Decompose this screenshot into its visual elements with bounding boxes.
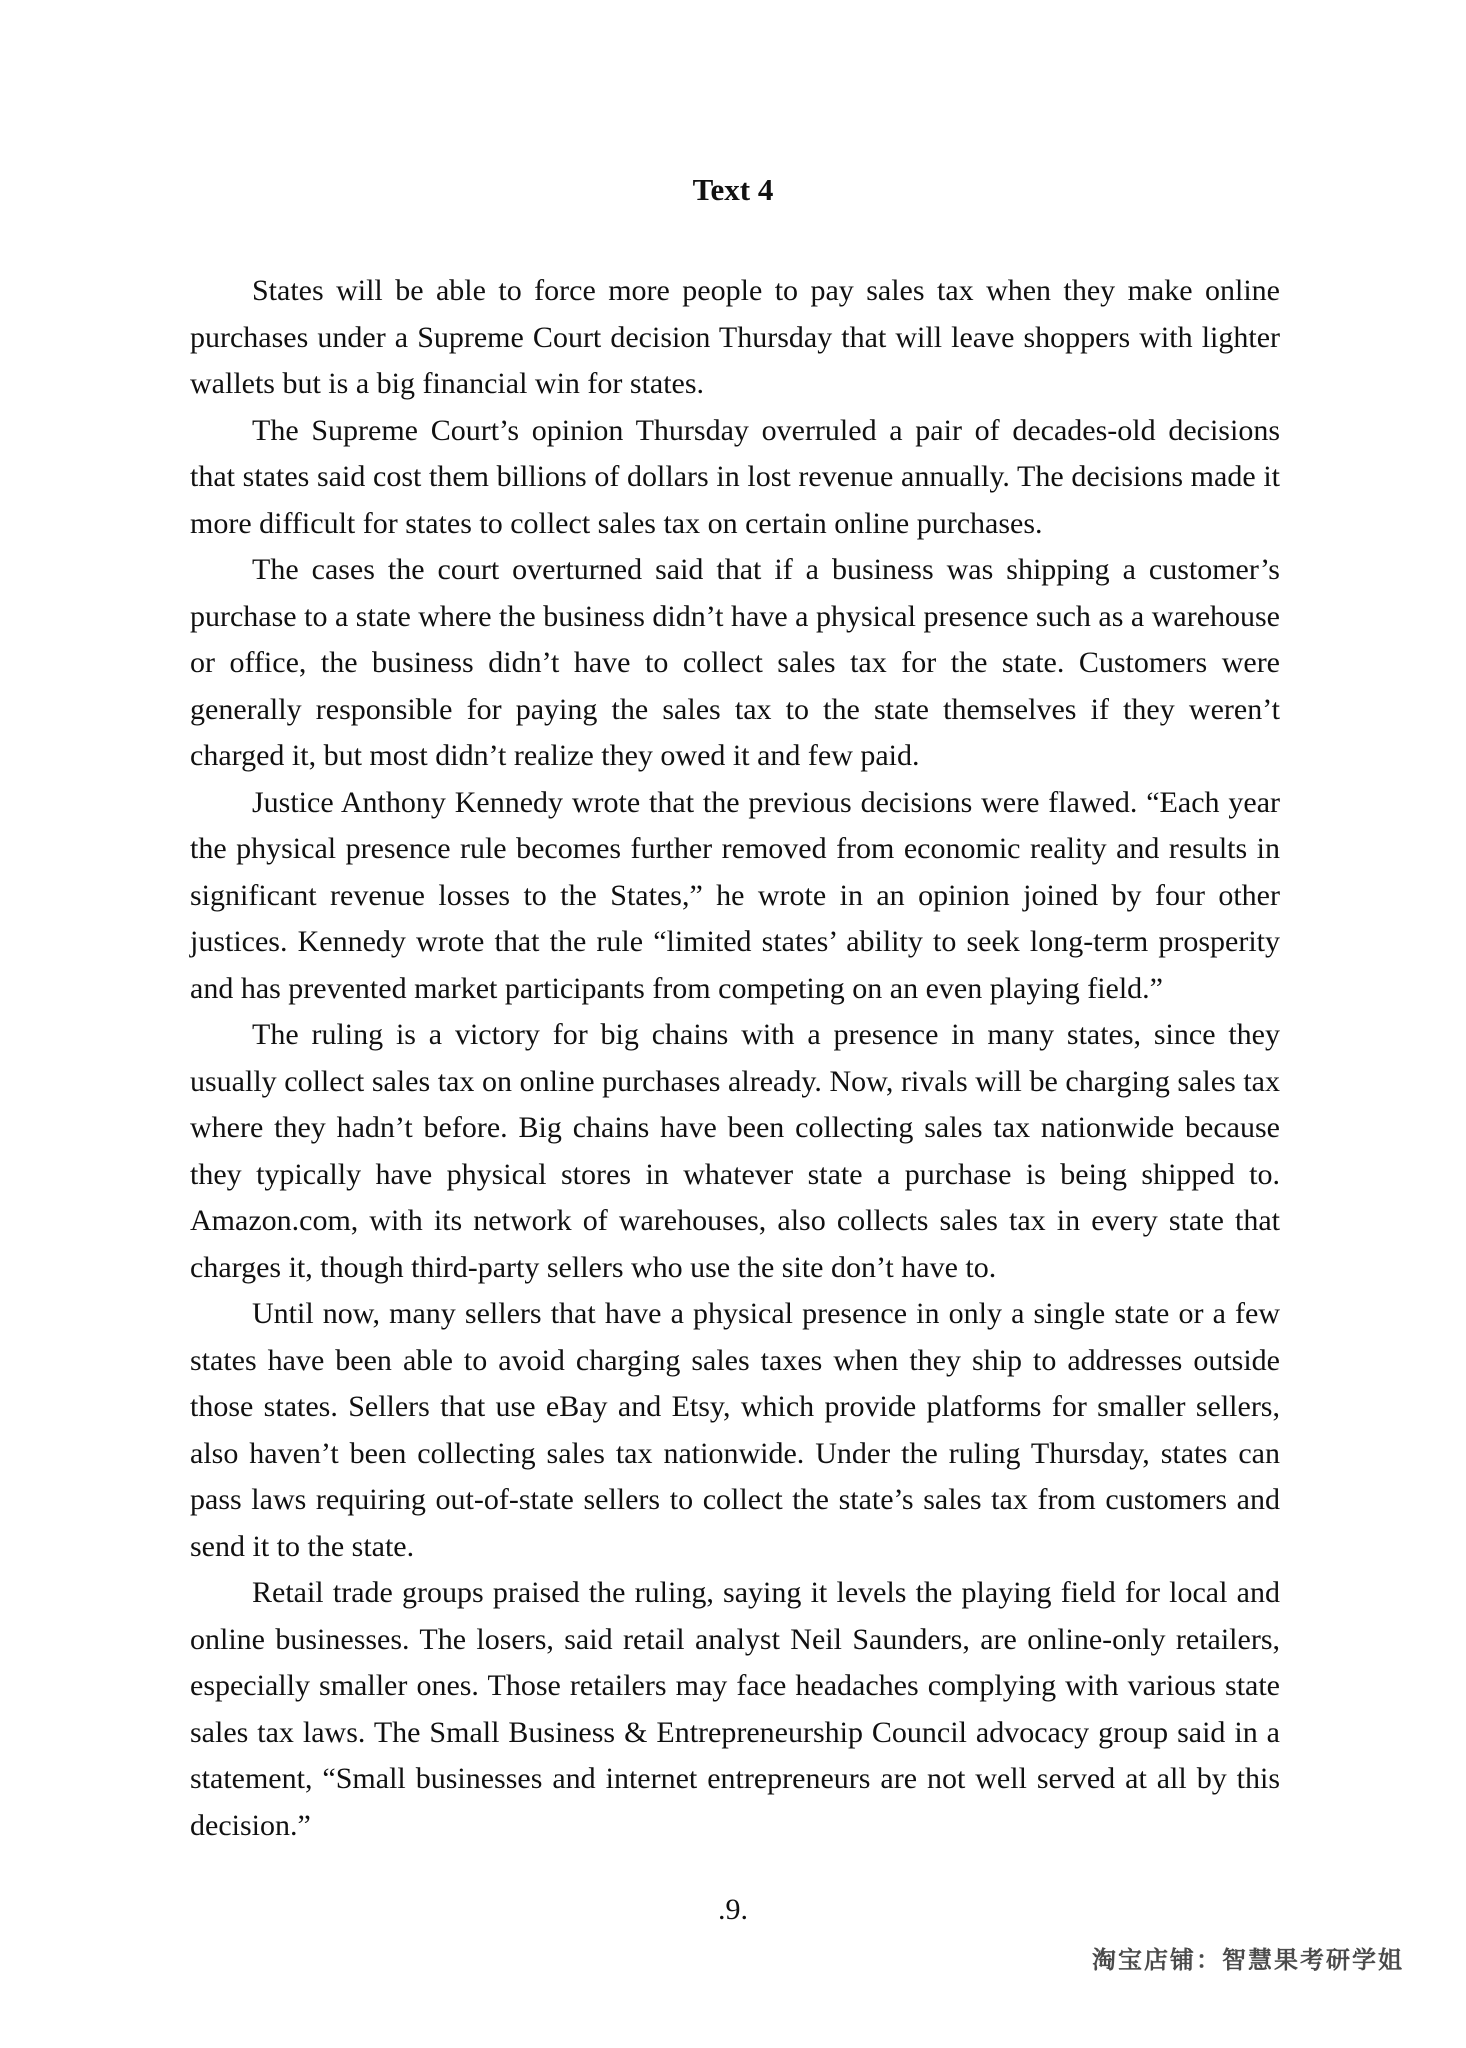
page-number: .9.: [718, 1893, 748, 1926]
paragraph-4: Justice Anthony Kennedy wrote that the previous decisions were flawed. “Each year the physical presence rule becomes further removed from economic reality and results in significant revenue losses to the States,” he wrote in an opinion joined by four other justices. Kennedy wrote that the rule “limited states’ ability to seek long-term prosperity and has prevented market participants from competing on an even playing field.”: [190, 785, 1280, 1005]
watermark: 淘宝店铺：智慧果考研学姐: [1092, 1946, 1404, 1974]
paragraph-5: The ruling is a victory for big chains with a presence in many states, since they usually collect sales tax on online purchases already. Now, rivals will be charging sales tax where they hadn’t before. Big chains have been collecting sales tax nationwide because they typically have physical stores in whatever state a purchase is being shipped to. Amazon.com, with its network of warehouses, also collects sales tax in every state that charges it, though third-party sellers who use the site don’t have to.: [190, 1018, 1280, 1284]
paragraph-3: The cases the court overturned said that if a business was shipping a customer’s purchase to a state where the business didn’t have a physical presence such as a warehouse or office, the business didn’t have to collect sales tax for the state. Customers were generally responsible for paying the sales tax to the state themselves if they weren’t charged it, but most didn’t realize they owed it and few paid.: [190, 553, 1280, 772]
paragraph-6: Until now, many sellers that have a physical presence in only a single state or a few states have been able to avoid charging sales taxes when they ship to addresses outside those states. Sellers that use eBay and Etsy, which provide platforms for smaller sellers, also haven’t been collecting sales tax nationwide. Under the ruling Thursday, states can pass laws requiring out-of-state sellers to collect the state’s sales tax from customers and send it to the state.: [190, 1297, 1280, 1563]
paragraph-1: States will be able to force more people to pay sales tax when they make online purchases under a Supreme Court decision Thursday that will leave shoppers with lighter wallets but is a big financial win for states.: [190, 274, 1280, 400]
article-body: [190, 268, 1280, 1849]
paragraph-7: Retail trade groups praised the ruling, saying it levels the playing field for local and online businesses. The losers, said retail analyst Neil Saunders, are online-only retailers, especially smaller ones. Those retailers may face headaches complying with various state sales tax laws. The Small Business & Entrepreneurship Council advocacy group said in a statement, “Small businesses and internet entrepreneurs are not well served at all by this decision.”: [190, 1576, 1280, 1842]
page-title: Text 4: [692, 172, 774, 207]
paragraph-2: The Supreme Court’s opinion Thursday overruled a pair of decades-old decisions that states said cost them billions of dollars in lost revenue annually. The decisions made it more difficult for states to collect sales tax on certain online purchases.: [190, 413, 1280, 540]
